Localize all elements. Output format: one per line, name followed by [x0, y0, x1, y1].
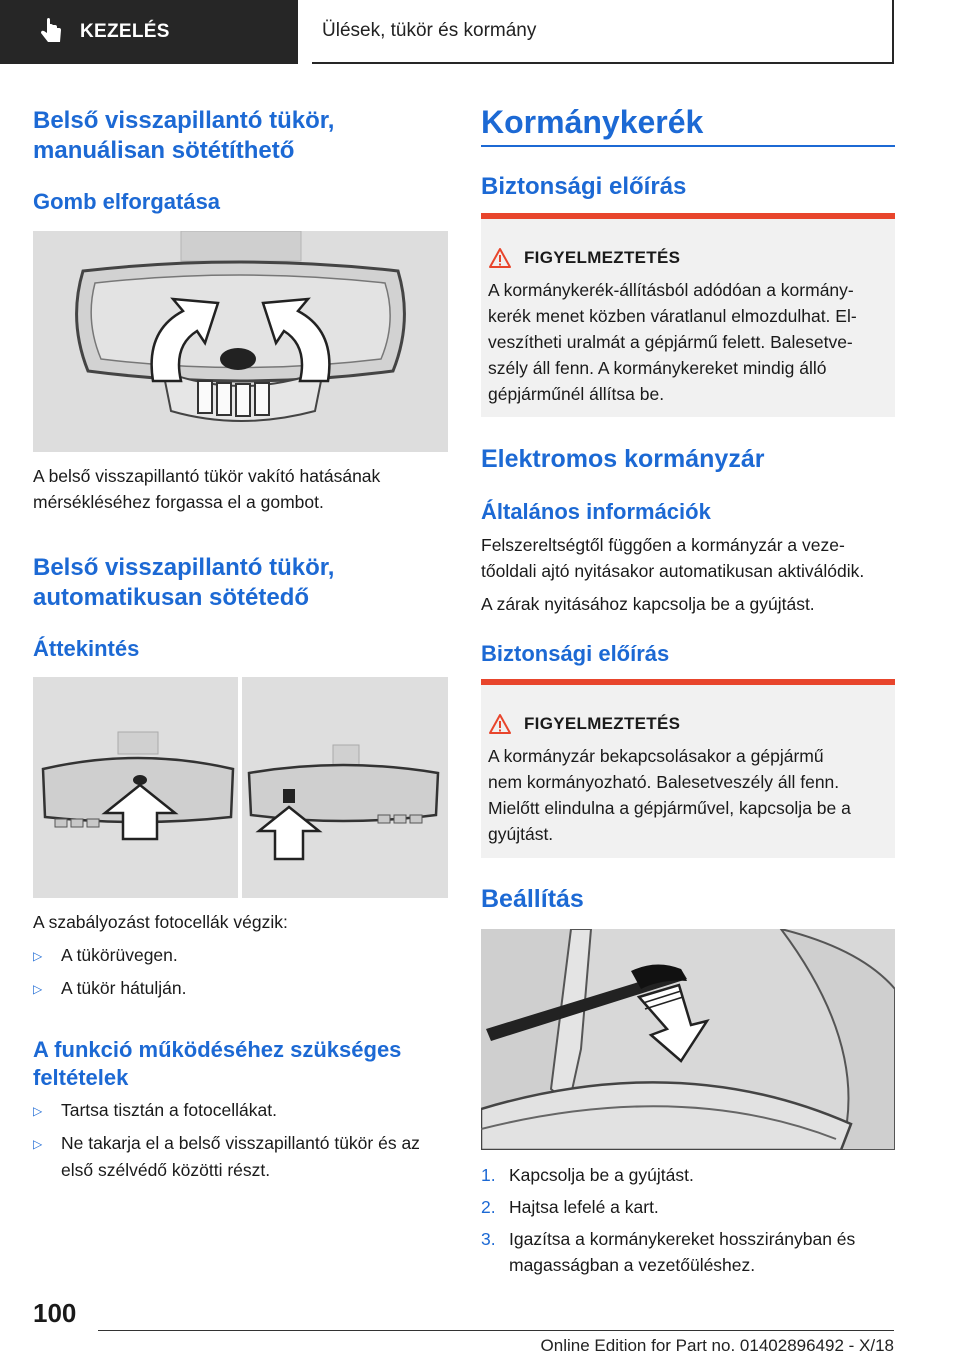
subheading-safety-1: Biztonsági előírás — [481, 173, 687, 200]
bullet-list-conditions — [33, 1097, 453, 1183]
list-item: 3. Igazítsa a kormánykereket hosszirányban és — [481, 1229, 856, 1249]
triangle-bullet-icon: ▷ — [33, 1104, 43, 1118]
steps-list — [481, 1162, 901, 1278]
paragraph-lock-activation: Felszereltségtől függően a kormányzár a veze- tőoldali ajtó nyitásakor automatikusan aktiválódik. — [481, 535, 865, 581]
list-item-continuation: első szélvédő közötti részt. — [61, 1160, 271, 1180]
list-item: ▷ Ne takarja el a belső visszapillantó tükör és az — [33, 1130, 453, 1157]
mirror-knob-image — [33, 231, 448, 452]
list-item-continuation: magasságban a vezetőüléshez. — [509, 1255, 756, 1275]
subheading-safety-2: Biztonsági előírás — [481, 641, 670, 666]
list-item: ▷ Tartsa tisztán a fotocellákat. — [33, 1097, 453, 1124]
triangle-bullet-icon: ▷ — [33, 982, 43, 996]
title-rule — [481, 145, 895, 147]
warning-text: A kormányzár bekapcsolásakor a gépjármű nem kormányozható. Balesetveszély áll fenn. Mielőtt elindulna a gépjárművel, kapcsolja be a gyújtást. — [488, 746, 851, 844]
subheading-general-info: Általános információk — [481, 499, 711, 524]
list-item: 2. Hajtsa lefelé a kart. — [481, 1197, 659, 1217]
warning-title: FIGYELMEZTETÉS — [488, 247, 887, 269]
warning-title: FIGYELMEZTETÉS — [488, 713, 887, 735]
subheading-overview: Áttekintés — [33, 636, 140, 661]
warning-triangle-icon — [488, 247, 512, 269]
heading-manual-mirror: Belső visszapillantó tükör, manuálisan sötétíthető — [33, 107, 335, 164]
heading-adjustment: Beállítás — [481, 885, 584, 913]
section-label: KEZELÉS — [80, 21, 170, 42]
paragraph-ignition: A zárak nyitásához kapcsolja be a gyújtást. — [481, 594, 815, 614]
section-tab — [0, 0, 298, 64]
page-title: Kormánykerék — [481, 104, 704, 140]
subheading-conditions: A funkció működéséhez szükséges feltételek — [33, 1037, 402, 1090]
heading-electric-lock: Elektromos kormányzár — [481, 445, 765, 473]
list-item: ▷ A tükör hátulján. — [33, 975, 453, 1002]
warning-text: A kormánykerék-állításból adódóan a kormány- kerék menet közben váratlanul elmozdulhat. El- veszítheti uralmát a gépjármű felett. Balesetve- szély áll fenn. A kormánykereket mindig álló gépjárműnél állítsa be. — [488, 280, 857, 404]
subheading-rotate-knob: Gomb elforgatása — [33, 189, 221, 214]
warning-triangle-icon — [488, 713, 512, 735]
heading-auto-mirror: Belső visszapillantó tükör, automatikusan sötétedő — [33, 554, 335, 611]
chapter-title: Ülések, tükör és kormány — [312, 0, 894, 64]
warning-box-2 — [481, 679, 895, 858]
warning-box-1 — [481, 213, 895, 417]
footer-rule — [98, 1330, 894, 1331]
hand-pointer-icon — [36, 17, 66, 47]
footer-edition: Online Edition for Part no. 01402896492 - X/18 — [540, 1336, 894, 1355]
steering-lever-image — [481, 929, 895, 1150]
photocell-image — [33, 677, 448, 898]
paragraph-knob: A belső visszapillantó tükör vakító hatásának mérsékléséhez forgassa el a gombot. — [33, 466, 381, 512]
list-item: ▷ A tükörüvegen. — [33, 942, 453, 969]
page-number: 100 — [33, 1298, 77, 1328]
triangle-bullet-icon: ▷ — [33, 949, 43, 963]
list-item: 1. Kapcsolja be a gyújtást. — [481, 1165, 694, 1185]
triangle-bullet-icon: ▷ — [33, 1137, 43, 1151]
bullet-list-photocells — [33, 942, 453, 1002]
paragraph-photocells: A szabályozást fotocellák végzik: — [33, 912, 288, 932]
